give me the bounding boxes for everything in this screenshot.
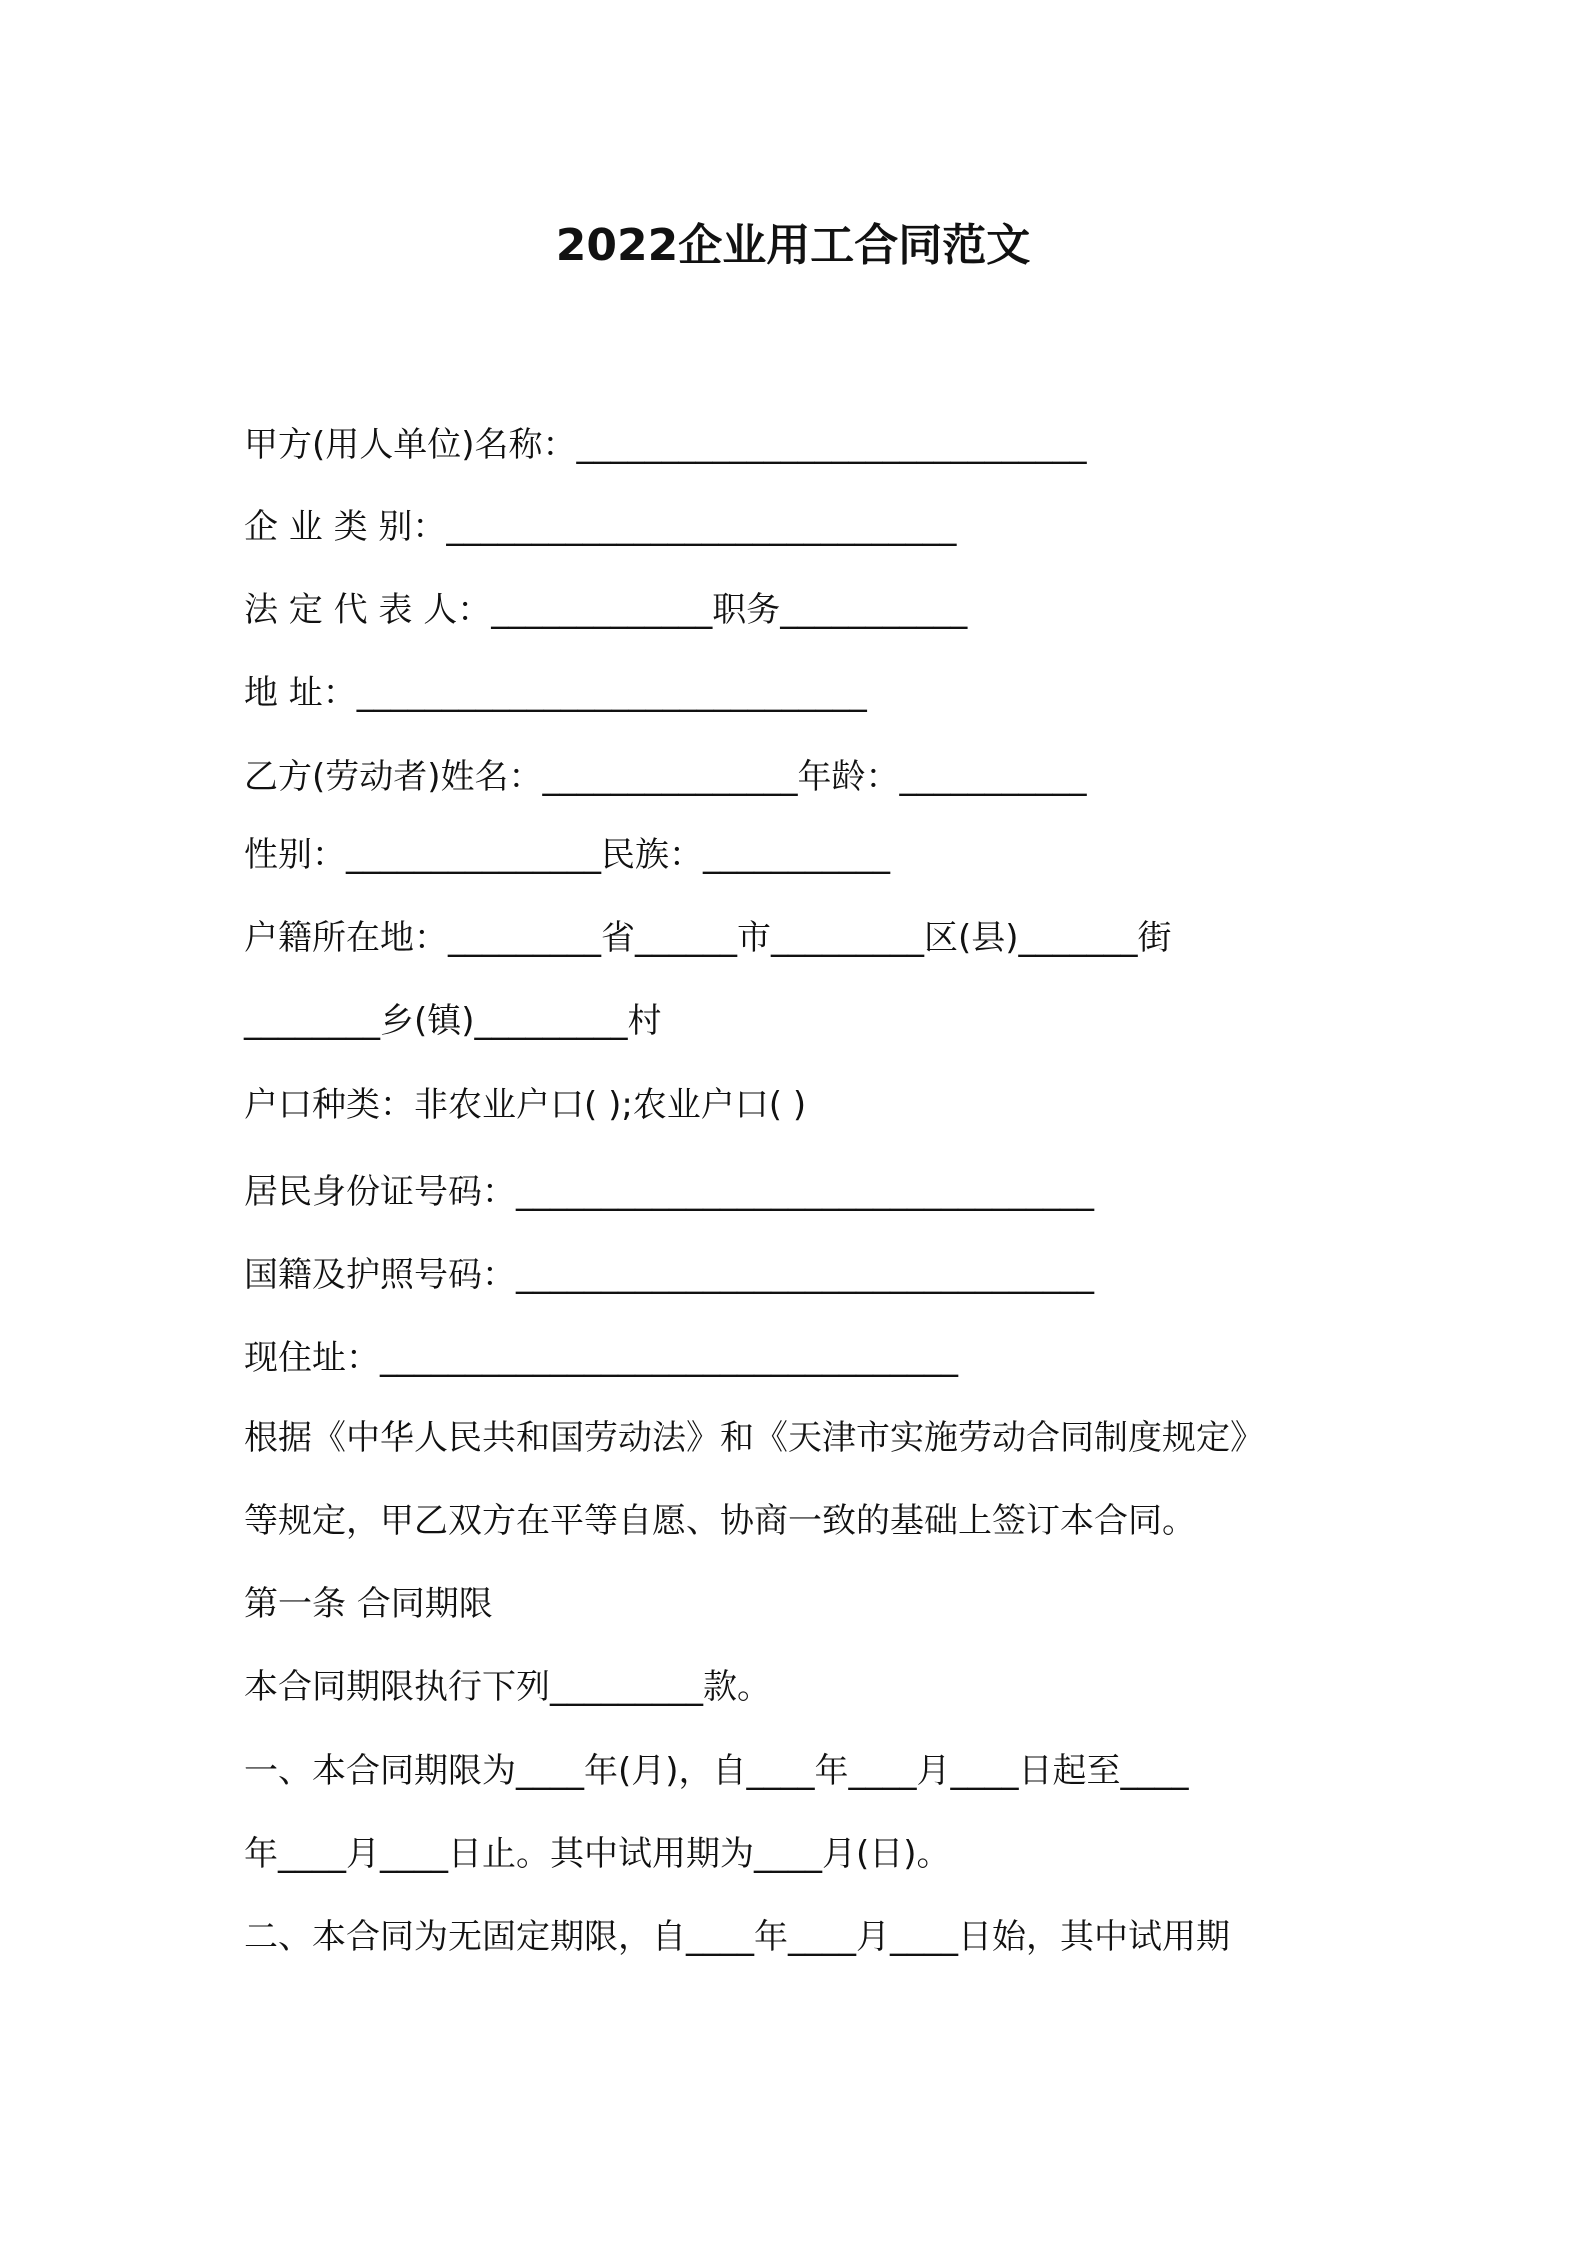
text-line: 户口种类：非农业户口( );农业户口( )	[244, 1085, 807, 1125]
document-title: 2022企业用工合同范文	[555, 220, 1031, 271]
text-line: 乙方(劳动者)姓名：_______________年龄：___________	[244, 757, 1087, 797]
text-line: 现住址：__________________________________	[244, 1338, 958, 1378]
section-heading: 第一条 合同期限	[244, 1584, 493, 1624]
text-line: ________乡(镇)_________村	[244, 1001, 662, 1041]
text-line: 国籍及护照号码：__________________________________	[244, 1255, 1094, 1295]
text-line: 企 业 类 别：______________________________	[244, 507, 957, 547]
text-line: 根据《中华人民共和国劳动法》和《天津市实施劳动合同制度规定》	[244, 1418, 1264, 1458]
text-line: 户籍所在地：_________省______市_________区(县)_______街	[244, 918, 1172, 958]
text-line: 地 址：______________________________	[244, 673, 867, 713]
text-line: 性别：_______________民族：___________	[244, 835, 890, 875]
text-line: 年____月____日止。其中试用期为____月(日)。	[244, 1834, 951, 1874]
text-line: 居民身份证号码：__________________________________	[244, 1172, 1094, 1212]
text-line: 法 定 代 表 人：_____________职务___________	[244, 590, 968, 630]
text-line: 甲方(用人单位)名称：______________________________	[244, 425, 1087, 465]
text-line: 二、本合同为无固定期限，自____年____月____日始，其中试用期	[244, 1917, 1230, 1957]
text-line: 等规定，甲乙双方在平等自愿、协商一致的基础上签订本合同。	[244, 1501, 1196, 1541]
text-line: 一、本合同期限为____年(月)，自____年____月____日起至____	[244, 1751, 1189, 1791]
text-line: 本合同期限执行下列_________款。	[244, 1667, 771, 1707]
